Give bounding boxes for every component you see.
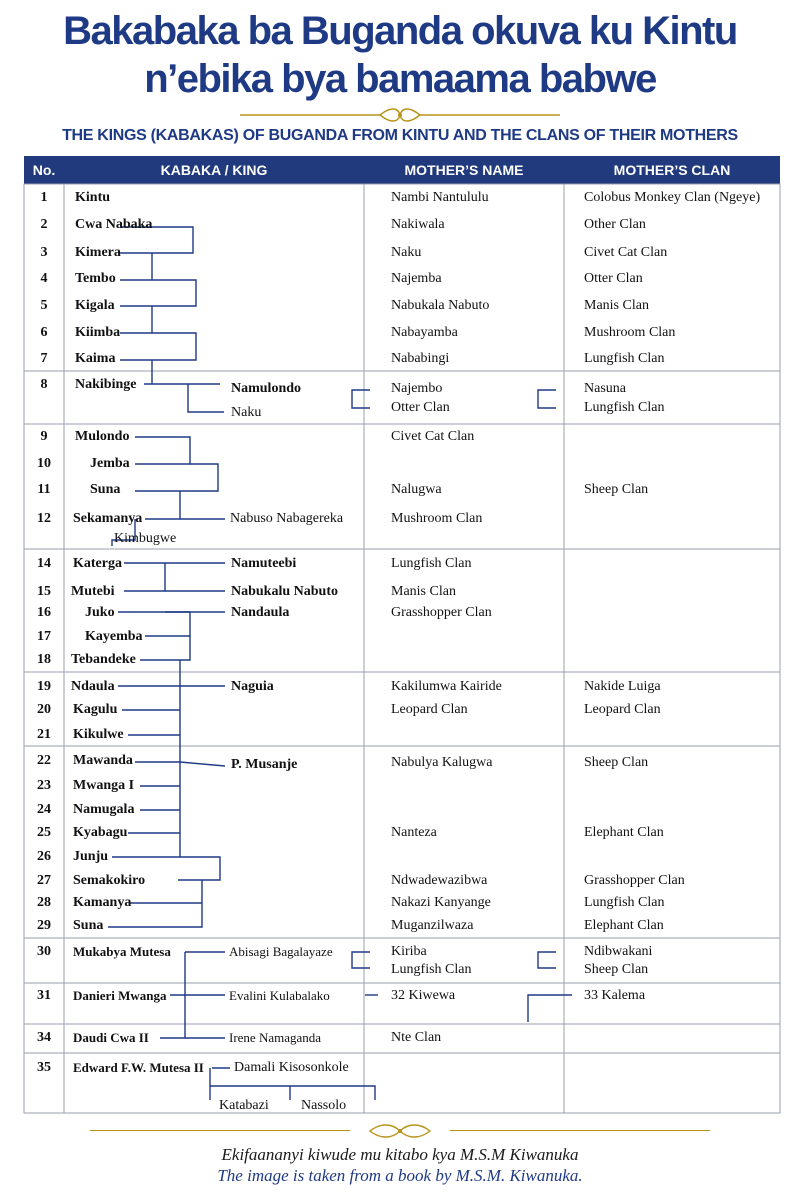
king-number: 6 <box>40 325 48 340</box>
mother-r11: Nalugwa <box>391 482 442 497</box>
king-number: 5 <box>40 298 48 313</box>
mother-r34: Nte Clan <box>391 1030 442 1045</box>
clan-r27: Grasshopper Clan <box>584 873 685 888</box>
king-number: 20 <box>37 702 51 717</box>
evalini-label: Evalini Kulabalako <box>229 988 330 1003</box>
clan-r19a: Nakide Luiga <box>584 679 661 694</box>
king-name: Suna <box>73 918 104 933</box>
king-number: 24 <box>37 802 51 817</box>
mother-r30a: Kiriba <box>391 944 427 959</box>
mother-r2: Nakiwala <box>391 217 445 232</box>
king-name: Kagulu <box>73 702 118 717</box>
king-name: Kiimba <box>75 325 121 340</box>
king-number: 25 <box>37 825 51 840</box>
lineage-connectors <box>108 227 572 1100</box>
footer-divider-right <box>450 1130 710 1131</box>
footer-caption-luganda: Ekifaananyi kiwude mu kitabo kya M.S.M Kiwanuka <box>221 1145 579 1164</box>
clan-r25: Elephant Clan <box>584 825 664 840</box>
king-number: 10 <box>37 456 51 471</box>
king-number: 2 <box>40 217 48 232</box>
king-number: 17 <box>37 629 51 644</box>
mother-r27: Ndwadewazibwa <box>391 873 488 888</box>
king-number: 27 <box>37 873 51 888</box>
king-name: Sekamanya <box>73 511 143 526</box>
king-name: Jemba <box>90 456 130 471</box>
king-name: Semakokiro <box>73 873 146 888</box>
king-name: Mwanga I <box>73 778 135 793</box>
king-name: Cwa Nabaka <box>75 217 153 232</box>
clan-r7: Lungfish Clan <box>584 351 665 366</box>
king-name: Mulondo <box>75 429 130 444</box>
katabazi-label: Katabazi <box>219 1098 269 1113</box>
king-name: Kayemba <box>85 629 143 644</box>
king-number: 16 <box>37 605 51 620</box>
abisagi-label: Abisagi Bagalayaze <box>229 944 333 959</box>
mother-r14: Lungfish Clan <box>391 556 472 571</box>
king-number: 11 <box>37 482 51 497</box>
clan-r22: Sheep Clan <box>584 755 649 770</box>
footer-divider-left <box>90 1130 350 1131</box>
mother-r7: Nababingi <box>391 351 450 366</box>
irene-label: Irene Namaganda <box>229 1030 322 1045</box>
king-name: Nakibinge <box>75 377 137 392</box>
king-name: Juko <box>85 605 115 620</box>
mother-r28: Nakazi Kanyange <box>391 895 491 910</box>
mother-r4: Najemba <box>391 271 442 286</box>
king-name: Daudi Cwa II <box>73 1030 149 1045</box>
king-number: 31 <box>37 988 51 1003</box>
mother-r19a: Kakilumwa Kairide <box>391 679 502 694</box>
header-king: KABAKA / KING <box>160 162 268 178</box>
naku-label: Naku <box>231 405 262 420</box>
king-name: Junju <box>73 849 109 864</box>
king-name: Kikulwe <box>73 727 124 742</box>
mother-r8a: Najembo <box>391 381 443 396</box>
clan-r11: Sheep Clan <box>584 482 649 497</box>
clan-r29: Elephant Clan <box>584 918 664 933</box>
mother-r16: Grasshopper Clan <box>391 605 492 620</box>
mother-r22: Nabulya Kalugwa <box>391 755 493 770</box>
page-title-line2: n’ebika bya bamaama babwe <box>144 57 656 101</box>
king-number: 12 <box>37 511 51 526</box>
namuteebi-label: Namuteebi <box>231 556 297 571</box>
clan-r5: Manis Clan <box>584 298 649 313</box>
king-number: 34 <box>37 1030 51 1045</box>
king-name: Mutebi <box>71 584 115 599</box>
king-name: Mukabya Mutesa <box>73 944 171 959</box>
king-name: Namugala <box>73 802 135 817</box>
king-number: 30 <box>37 944 51 959</box>
king-number: 26 <box>37 849 51 864</box>
mother-r9: Civet Cat Clan <box>391 429 475 444</box>
king-name: Suna <box>90 482 121 497</box>
clan-r8b: Lungfish Clan <box>584 400 665 415</box>
clan-r31: 33 Kalema <box>584 988 646 1003</box>
mother-r19b: Leopard Clan <box>391 702 468 717</box>
footer-ornament <box>360 1122 440 1140</box>
mother-r12: Mushroom Clan <box>391 511 483 526</box>
namulondo-label: Namulondo <box>231 381 302 396</box>
damali-label: Damali Kisosonkole <box>234 1060 349 1075</box>
mother-r30b: Lungfish Clan <box>391 962 472 977</box>
mother-r15: Manis Clan <box>391 584 456 599</box>
king-number: 35 <box>37 1060 51 1075</box>
king-name: Kintu <box>75 190 111 205</box>
king-name: Tebandeke <box>71 652 136 667</box>
king-number: 1 <box>40 190 48 205</box>
king-number: 19 <box>37 679 51 694</box>
mother-r25: Nanteza <box>391 825 437 840</box>
nabuso-label: Nabuso Nabagereka <box>230 511 344 526</box>
king-number: 22 <box>37 753 51 768</box>
king-number: 9 <box>40 429 48 444</box>
king-name: Ndaula <box>71 679 115 694</box>
footer-caption-english: The image is taken from a book by M.S.M. Kiwanuka. <box>217 1166 583 1185</box>
king-name: Mawanda <box>73 753 133 768</box>
king-name: Kamanya <box>73 895 132 910</box>
musanje-label: P. Musanje <box>231 757 298 772</box>
nassolo-label: Nassolo <box>301 1098 347 1113</box>
king-name: Kyabagu <box>73 825 128 840</box>
page-subtitle: THE KINGS (KABAKAS) OF BUGANDA FROM KINTU AND THE CLANS OF THEIR MOTHERS <box>62 127 738 144</box>
mother-r6: Nabayamba <box>391 325 458 340</box>
clan-r6: Mushroom Clan <box>584 325 676 340</box>
clan-r3: Civet Cat Clan <box>584 245 668 260</box>
king-number: 4 <box>40 271 48 286</box>
clan-r2: Other Clan <box>584 217 646 232</box>
clan-r28: Lungfish Clan <box>584 895 665 910</box>
king-number: 3 <box>40 245 48 260</box>
clan-r30a: Ndibwakani <box>584 944 653 959</box>
header-mother: MOTHER’S NAME <box>404 162 524 178</box>
king-number: 14 <box>37 556 51 571</box>
mother-r29: Muganzilwaza <box>391 918 474 933</box>
king-name: Kimera <box>75 245 121 260</box>
clan-r4: Otter Clan <box>584 271 643 286</box>
nabukalu-label: Nabukalu Nabuto <box>231 584 338 599</box>
king-number: 29 <box>37 918 51 933</box>
nandaula-label: Nandaula <box>231 605 290 620</box>
king-number: 7 <box>40 351 48 366</box>
king-number: 15 <box>37 584 51 599</box>
clan-r19b: Leopard Clan <box>584 702 661 717</box>
mother-r8b: Otter Clan <box>391 400 450 415</box>
page-title-line1: Bakabaka ba Buganda okuva ku Kintu <box>63 9 737 53</box>
king-name: Edward F.W. Mutesa II <box>73 1060 204 1075</box>
clan-r1: Colobus Monkey Clan (Ngeye) <box>584 190 761 205</box>
kimbugwe-label: Kimbugwe <box>114 531 177 546</box>
king-name: Kigala <box>75 298 115 313</box>
header-no: No. <box>32 162 56 178</box>
king-number: 23 <box>37 778 51 793</box>
king-number: 18 <box>37 652 51 667</box>
header-clan: MOTHER’S CLAN <box>613 162 731 178</box>
mother-r3: Naku <box>391 245 422 260</box>
king-name: Danieri Mwanga <box>73 988 167 1003</box>
mother-r1: Nambi Nantululu <box>391 190 489 205</box>
king-number: 21 <box>37 727 51 742</box>
king-number: 28 <box>37 895 51 910</box>
king-name: Katerga <box>73 556 122 571</box>
king-name: Tembo <box>75 271 116 286</box>
king-number: 8 <box>40 377 48 392</box>
naguia-label: Naguia <box>231 679 274 694</box>
king-name: Kaima <box>75 351 116 366</box>
mother-r5: Nabukala Nabuto <box>391 298 490 313</box>
mother-r31: 32 Kiwewa <box>391 988 456 1003</box>
clan-r30b: Sheep Clan <box>584 962 649 977</box>
clan-r8a: Nasuna <box>584 381 626 396</box>
